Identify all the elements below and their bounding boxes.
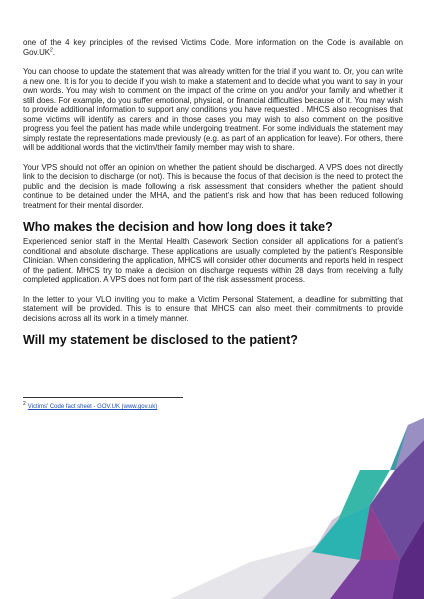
paragraph-vps-opinion: Your VPS should not offer an opinion on whether the patient should be discharged. A VPS does not directly link to the decision to discharge (or not). This is because the focus of that decision is the need to protect the public and the decision is made following a risk assessment that considers whether the patient should continue to be detained under the MHA, and the patient’s risk and how that has been reduced following treatment for their mental disorder.	[23, 162, 403, 210]
footnote-reference[interactable]: 2	[50, 46, 53, 53]
footnote-number: 2	[23, 401, 26, 407]
heading-statement-disclosed: Will my statement be disclosed to the patient?	[23, 333, 298, 347]
paragraph-decision-process: Experienced senior staff in the Mental Health Casework Section consider all applications for a patient’s conditional and absolute discharge. These applications are usually completed by the patient’s Responsible Clinician. When considering the application, MHCS will consider other documents and reports held in respect of the patient. MHCS try to make a decision on discharge requests within 28 days from receiving a fully completed application. A VPS does not form part of the risk assessment process.	[23, 237, 403, 284]
heading-who-makes-decision: Who makes the decision and how long does it take?	[23, 220, 333, 234]
document-body	[23, 38, 403, 350]
footnote-link[interactable]: Victims' Code fact sheet - GOV.UK (www.gov.uk)	[27, 404, 158, 410]
paragraph-update-statement: You can choose to update the statement that was already written for the trial if you want to. Or, you can write a new one. It is for you to decide if you wish to make a statement and to decide what you want to say in your own words. You may wish to comment on the impact of the crime on you and/or your family and whether it still does. For example, do you suffer emotional, physical, or financial difficulties because of it. You may wish to provide additional information to support any conditions you have requested . MHCS also recognises that some victims will identify as carers and in those cases you may wish to also comment on the positive progress you feel the patient has made while undergoing treatment. For some individuals the statement may simply restate the representations made previously (e.g. as part of an application for leave). For others, there will be additional words that the victim/their family member may wish to share.	[23, 67, 403, 152]
paragraph-code-principles: one of the 4 key principles of the revised Victims Code. More information on the Code is available on Gov.UK$^2$.	[23, 38, 403, 57]
footnote	[23, 397, 183, 411]
paragraph-deadline: In the letter to your VLO inviting you to make a Victim Personal Statement, a deadline for submitting that statement will be provided. This is to ensure that MHCS can also meet their commitments to provide decisions across all its work in a timely manner.	[23, 294, 403, 323]
